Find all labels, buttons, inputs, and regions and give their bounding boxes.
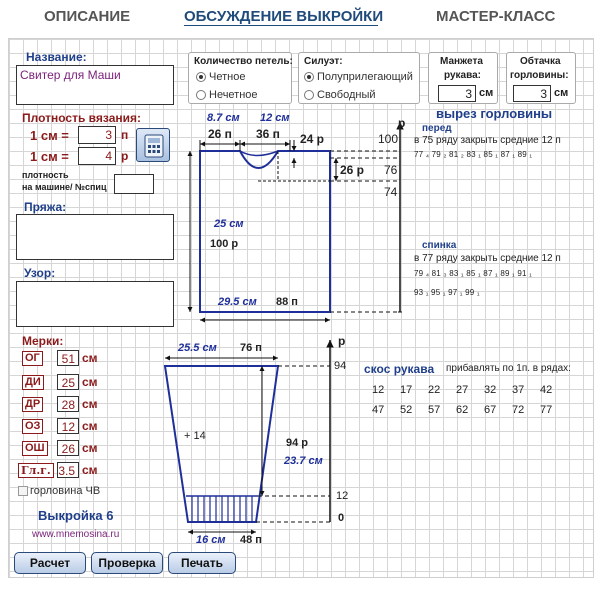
body-top-right-cm-text: 12 см: [260, 112, 290, 124]
body-neck-rows: 26 р: [340, 163, 365, 177]
body-height-rows: 100 р: [210, 238, 239, 250]
bevel-value: 32: [484, 384, 497, 396]
measure-glg-unit: см: [82, 463, 98, 477]
machine-label-2: на машине/ №спиц: [22, 182, 107, 192]
bevel-value: 17: [400, 384, 413, 396]
measure-osh-input[interactable]: 26: [57, 440, 79, 456]
measure-di-label: ДИ: [22, 375, 44, 390]
measure-osh-unit: см: [82, 441, 98, 455]
neckline-front-row2: 77 ₄ 79 ₂ 81 ₂ 83 ₁ 85 ₁ 87 ₁ 89 ₁: [414, 150, 533, 159]
neckline-back-row2: 79 ₄ 81 ₃ 83 ₁ 85 ₁ 87 ₁ 89 ₁ 91 ₁: [414, 269, 533, 278]
site-link[interactable]: www.mnemosina.ru: [32, 529, 120, 540]
yarn-label: Пряжа:: [24, 200, 67, 214]
silhouette-loose-label: Свободный: [317, 89, 376, 101]
bevel-value: 52: [400, 404, 413, 416]
bevel-value: 62: [456, 404, 469, 416]
name-input[interactable]: Свитер для Маши: [16, 65, 174, 105]
measure-oz-unit: см: [82, 419, 98, 433]
density-stitch-unit: п: [121, 128, 129, 142]
sleeve-top-cm: 25.5 см: [178, 342, 217, 354]
cuff-title-1: Манжета: [440, 56, 483, 67]
bevel-value: 47: [372, 404, 385, 416]
bevel-value: 27: [456, 384, 469, 396]
bevel-value: 67: [484, 404, 497, 416]
sleeve-axis-label: р: [338, 334, 346, 348]
bevel-value: 22: [428, 384, 441, 396]
check-button[interactable]: Проверка: [91, 552, 163, 574]
sleeve-val-94: 94: [334, 360, 347, 372]
pattern-title: Выкройка 6: [38, 508, 114, 523]
machine-label-1: плотность: [22, 170, 69, 180]
measure-oz-label: ОЗ: [22, 419, 43, 434]
sleeve-height-rows: 94 р: [286, 437, 309, 449]
sleeve-val-12: 12: [336, 490, 349, 502]
neckband-input[interactable]: 3: [513, 85, 551, 102]
bevel-value: 42: [540, 384, 553, 396]
body-width-cm: 29.5 см: [218, 296, 257, 308]
body-val-100: 100: [378, 132, 399, 146]
bevel-value: 77: [540, 404, 553, 416]
measure-glg-input[interactable]: 3.5: [57, 462, 79, 478]
cuff-title-2: рукава:: [444, 70, 482, 81]
neck-checkbox-label: горловина ЧВ: [30, 485, 101, 497]
measure-og-input[interactable]: 51: [57, 350, 79, 366]
bevel-row-2: [372, 404, 568, 416]
tab-pattern-discussion[interactable]: ОБСУЖДЕНИЕ ВЫКРОЙКИ: [184, 8, 384, 25]
tab-master-class[interactable]: МАСТЕР-КЛАСС: [436, 8, 556, 25]
pattern-label: Узор:: [24, 266, 56, 280]
neckline-back-row3: 93 ₁ 95 ₁ 97 ₁ 99 ₁: [414, 288, 480, 297]
sleeve-bottom-stitches: 48 п: [240, 534, 262, 546]
body-top-right-p: 36 п: [256, 127, 280, 141]
density-row-label: 1 см =: [30, 149, 69, 164]
name-label: Название:: [26, 50, 87, 64]
bevel-value: 37: [512, 384, 525, 396]
body-val-76: 76: [384, 163, 398, 177]
tab-description[interactable]: ОПИСАНИЕ: [44, 8, 131, 25]
neckband-title-2: горловины:: [510, 70, 569, 81]
body-height-cm: 25 см: [214, 218, 244, 230]
body-axis-label: р: [398, 116, 406, 130]
density-label: Плотность вязания:: [22, 111, 142, 125]
measure-glg-label: Гл.г.: [18, 463, 54, 478]
sleeve-bottom-cm: 16 см: [196, 534, 226, 546]
body-top-left-cm: [207, 112, 240, 124]
print-button[interactable]: Печать: [168, 552, 236, 574]
neckline-title: вырез горловины: [436, 106, 553, 121]
silhouette-title: Силуэт:: [304, 56, 343, 67]
density-row-input[interactable]: 4: [78, 147, 116, 165]
density-stitch-label: 1 см =: [30, 128, 69, 143]
measure-dr-input[interactable]: 28: [57, 396, 79, 412]
measure-osh-label: ОШ: [22, 441, 48, 456]
sleeve-cuff-ribbing: [192, 496, 252, 522]
body-shoulder-rows: 24 р: [300, 132, 325, 146]
neckband-unit: см: [554, 87, 569, 99]
neckline-back-row1: в 77 ряду закрыть средние 12 п: [414, 253, 561, 264]
cuff-input[interactable]: 3: [438, 85, 476, 102]
bevel-title: скос рукава: [364, 362, 435, 376]
measure-oz-input[interactable]: 12: [57, 418, 79, 434]
neckline-back-label: спинка: [422, 240, 457, 251]
bevel-value: 72: [512, 404, 525, 416]
body-val-74: 74: [384, 185, 398, 199]
density-row-unit: р: [121, 149, 129, 163]
neckband-title-1: Обтачка: [520, 56, 561, 67]
measure-dr-unit: см: [82, 397, 98, 411]
body-top-right-cm: [260, 112, 290, 124]
measures-label: Мерки:: [22, 334, 64, 348]
stitches-odd-label: Нечетное: [209, 89, 258, 101]
body-top-left-p: 26 п: [208, 127, 232, 141]
bevel-subtitle: прибавлять по 1п. в рядах:: [446, 363, 571, 374]
sleeve-top-stitches: 76 п: [240, 342, 262, 354]
stitches-title: Количество петель:: [194, 56, 293, 67]
neckline-front-row1: в 75 ряду закрыть средние 12 п: [414, 135, 561, 146]
sleeve-height-cm: 23.7 см: [284, 455, 323, 467]
body-top-left-cm-text: 8.7 см: [207, 112, 240, 124]
bevel-value: 57: [428, 404, 441, 416]
measure-di-input[interactable]: 25: [57, 374, 79, 390]
measure-dr-label: ДР: [22, 397, 43, 412]
cuff-unit: см: [479, 87, 494, 99]
bevel-row-1: [372, 384, 568, 396]
silhouette-fitted-label: Полуприлегающий: [317, 71, 413, 83]
sleeve-val-0: 0: [338, 512, 345, 524]
stitches-even-label: Четное: [209, 71, 246, 83]
measure-og-unit: см: [82, 351, 98, 365]
measure-di-unit: см: [82, 375, 98, 389]
calculate-button[interactable]: Расчет: [14, 552, 86, 574]
measure-og-label: ОГ: [22, 351, 43, 366]
bevel-value: 12: [372, 384, 385, 396]
density-stitch-input[interactable]: 3: [78, 126, 116, 144]
body-outline: [200, 151, 330, 312]
neckline-front-label: перед: [422, 123, 452, 134]
body-width-stitches: 88 п: [276, 296, 298, 308]
sleeve-plus: + 14: [184, 430, 206, 442]
